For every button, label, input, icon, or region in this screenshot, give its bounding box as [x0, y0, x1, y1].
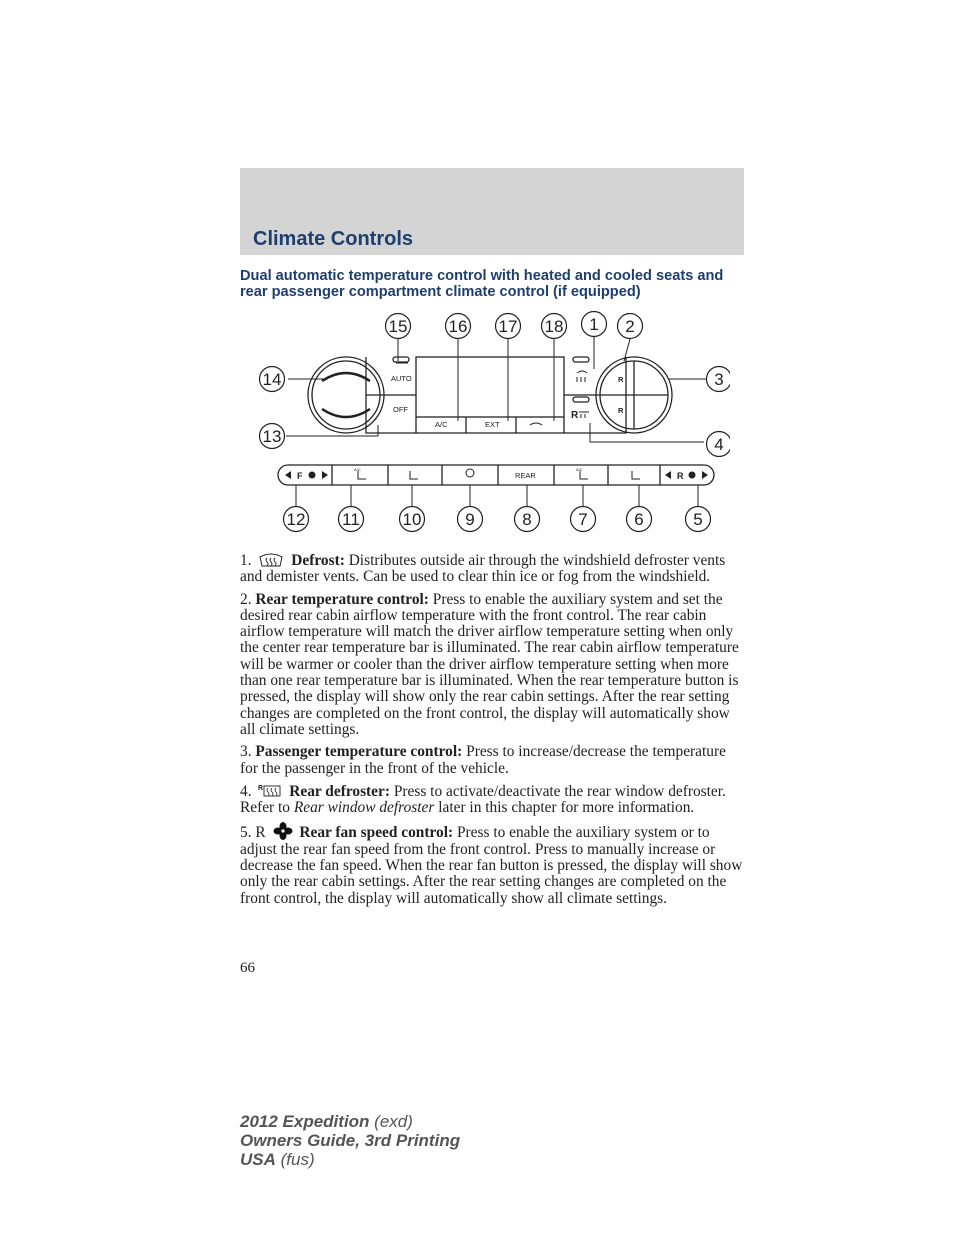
item-4: [240, 783, 745, 817]
item-5: [240, 822, 745, 906]
front-defrost-icon: [258, 552, 284, 568]
heated-seat-icon-left: [410, 471, 418, 479]
callout-label-1: 1: [589, 315, 599, 334]
cooled-seat-icon-right: [580, 471, 588, 479]
front-fan-f-label: F: [297, 471, 303, 481]
auto-button-label: AUTO: [391, 374, 412, 383]
footer-line-3: [240, 1150, 460, 1169]
item-2-number: 2.: [240, 590, 252, 608]
climate-control-diagram: [250, 305, 730, 545]
item-4-text-after: later in this chapter for more information.: [438, 799, 695, 817]
callout-label-5: 5: [693, 510, 703, 529]
rear-fan-left-arrow-icon: [665, 471, 671, 479]
header-band: [240, 168, 744, 255]
front-defrost-button-icon: [577, 371, 587, 382]
fan-icon: [273, 822, 293, 840]
cooled-seat-ac-label-left: A/C: [354, 467, 361, 472]
callout-label-4: 4: [714, 435, 724, 454]
item-1-label: Defrost:: [291, 552, 345, 569]
ext-button-label: EXT: [485, 420, 500, 429]
rear-temp-r-label-upper: R: [618, 375, 624, 384]
ac-button-label: A/C: [435, 420, 448, 429]
cooled-seat-ac-label-right: A/C: [576, 467, 583, 472]
callout-label-16: 16: [448, 317, 468, 336]
callout-label-14: 14: [262, 370, 282, 389]
item-2: [240, 592, 745, 739]
callout-label-6: 6: [634, 510, 644, 529]
footer: [240, 1112, 460, 1169]
off-button-label: OFF: [393, 405, 408, 414]
heated-seat-icon-right: [632, 471, 640, 479]
footer-region-code: (fus): [280, 1150, 315, 1169]
item-2-text: Press to enable the auxiliary system and set the desired rear cabin airflow temperature with the front control. The rear cabin airflow temperature will match the driver airflow temperature setting when only the center rear temperature bar is illuminated. The rear cabin airflow temperature will be warmer or cooler than the driver airflow temperature setting when more than one rear temperature bar is illuminated. When the rear temperature button is pressed, the display will show only the rear cabin settings. After the rear setting changes are completed on the front control, the display will automatically show all climate settings.: [240, 590, 739, 738]
item-4-text-italic: Rear window defroster: [293, 799, 435, 817]
item-4-text-before: Press to activate/deactivate the rear window defroster. Refer to: [240, 782, 726, 817]
rear-fan-r-label: R: [677, 471, 684, 481]
body-text: [240, 552, 745, 913]
footer-line-1: [240, 1112, 460, 1131]
callout-label-10: 10: [402, 510, 422, 529]
right-arrow-icon: [702, 471, 708, 479]
callout-label-17: 17: [498, 317, 518, 336]
callout-label-12: 12: [286, 510, 306, 529]
item-5-number: 5. R: [240, 824, 266, 842]
footer-model: 2012 Expedition: [240, 1112, 370, 1131]
item-3-text: Press to increase/decrease the temperature for the passenger in the front of the vehicle.: [240, 743, 726, 777]
callout-label-18: 18: [544, 317, 564, 336]
front-fan-right-arrow-icon: [322, 471, 328, 479]
svg-text:R: R: [258, 784, 264, 792]
recirculation-icon: [530, 423, 542, 425]
item-3-number: 3.: [240, 743, 252, 761]
page-number: 66: [240, 960, 255, 976]
item-3: [240, 744, 745, 777]
left-arrow-icon: [285, 471, 291, 479]
page-title: Climate Controls: [253, 228, 414, 250]
callout-label-3: 3: [714, 370, 724, 389]
item-2-label: Rear temperature control:: [255, 590, 429, 608]
rear-defrost-r-label: R: [571, 410, 579, 421]
footer-model-code: (exd): [374, 1112, 413, 1131]
footer-region: USA: [240, 1150, 276, 1169]
callout-label-2: 2: [625, 317, 635, 336]
callout-label-9: 9: [465, 510, 475, 529]
cooled-seat-icon-left: [358, 471, 366, 479]
item-5-label: Rear fan speed control:: [299, 824, 454, 842]
front-fan-icon: [309, 472, 316, 479]
rear-defrost-icon: [258, 783, 282, 799]
footer-line-2: [240, 1131, 460, 1150]
item-1: [240, 552, 745, 586]
airflow-mode-icon: [466, 469, 474, 477]
rear-button-label: REAR: [515, 471, 536, 480]
item-1-text: Distributes outside air through the windshield defroster vents and demister vents. Can be used to clear thin ice or fog from the windshield.: [240, 552, 726, 586]
item-3-label: Passenger temperature control:: [255, 743, 463, 761]
callout-label-7: 7: [578, 510, 588, 529]
rear-defrost-button-icon: [579, 412, 589, 418]
footer-guide: Owners Guide, 3rd Printing: [240, 1131, 461, 1150]
rear-fan-icon: [689, 472, 696, 479]
item-5-text: Press to enable the auxiliary system or to adjust the rear fan speed from the front control. Press to manually increase or decrease the fan speed. When the rear fan button is pressed, the display will show only the rear cabin settings. After the rear setting changes are completed on the front control, the display will automatically show all climate settings.: [240, 824, 743, 907]
callout-label-8: 8: [522, 510, 532, 529]
section-subheading: Dual automatic temperature control with heated and cooled seats and rear passenger compartment climate control (if equipped): [240, 268, 724, 300]
item-4-number: 4.: [240, 782, 252, 800]
callout-label-13: 13: [262, 427, 282, 446]
rear-temp-r-label-lower: R: [618, 406, 624, 415]
item-1-number: 1.: [240, 552, 252, 569]
callout-label-11: 11: [342, 510, 360, 529]
callout-label-15: 15: [388, 317, 408, 336]
item-4-label: Rear defroster:: [289, 782, 390, 800]
